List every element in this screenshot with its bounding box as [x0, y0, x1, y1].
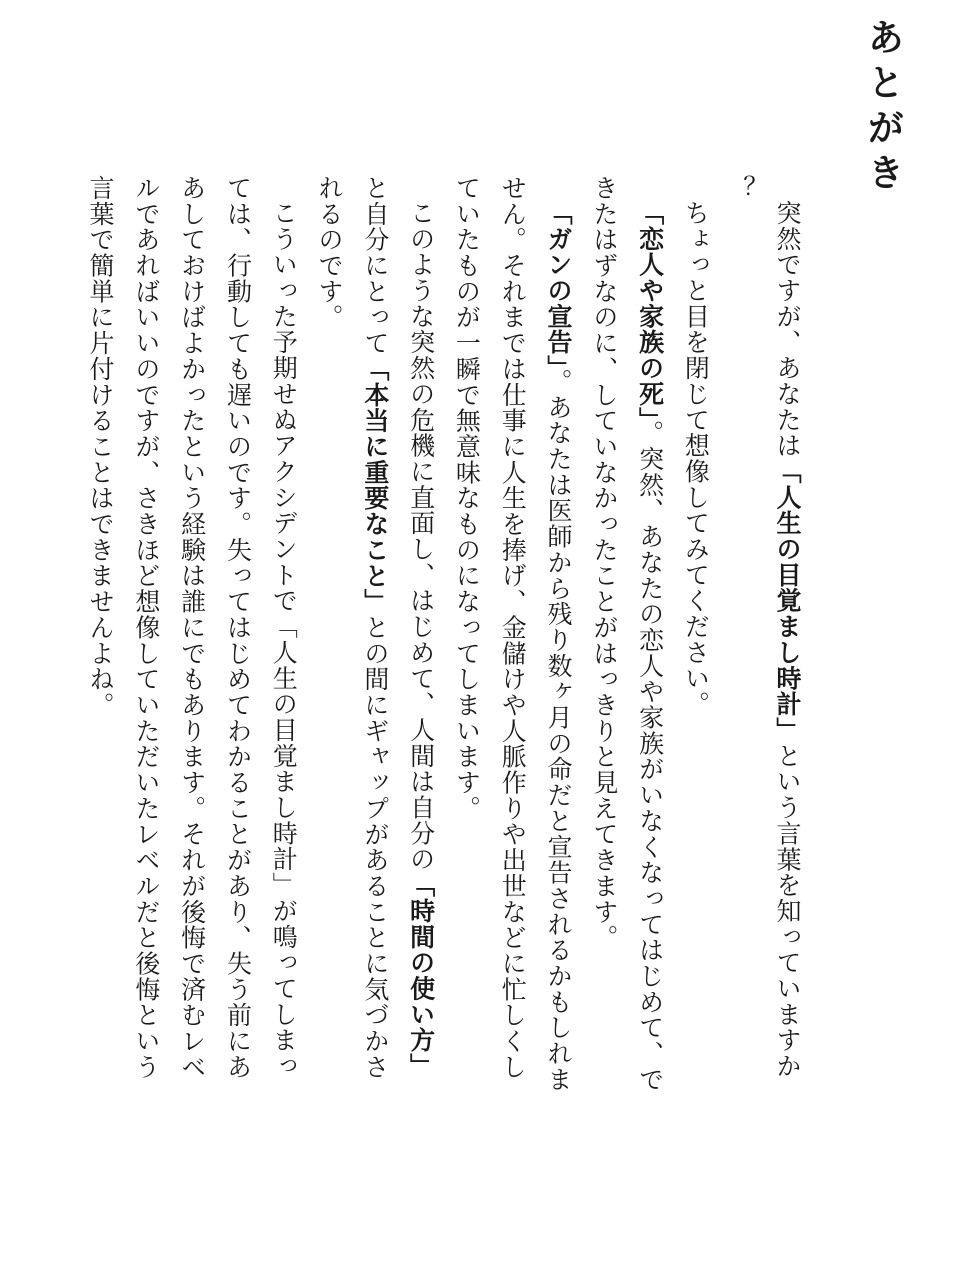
- paragraph: [718, 175, 810, 1100]
- emphasized-phrase: 「ガンの宣告」: [544, 200, 574, 369]
- paragraph: [673, 175, 719, 1100]
- text-run: このような突然の危機に直面し、はじめて、人間は自分の: [406, 200, 436, 873]
- text-run: と自分にとって: [360, 175, 390, 356]
- text-run: という言葉を知っていますか？: [727, 175, 802, 1079]
- paragraph: [77, 175, 306, 1100]
- paragraph: [444, 175, 581, 1100]
- text-run: ちょっと目を閉じて想像してみてください。: [681, 200, 711, 717]
- paragraph: [306, 175, 443, 1100]
- emphasized-phrase: 「恋人や家族の死」: [635, 200, 665, 421]
- paragraph: [581, 175, 673, 1100]
- text-run: 突然ですが、あなたは: [773, 200, 802, 459]
- emphasized-phrase: 「本当に重要なこと」: [360, 355, 390, 615]
- text-run: との間にギャップがあることに気づかされるのです。: [315, 175, 390, 1080]
- text-run: 。あなたは医師から残り数ヶ月の命だと宣告されるかもしれません。それまでは仕事に人生を捧げ、金儲けや人脈作りや出世などに忙しくしていたものが一瞬で無意味なものになってしまいます。: [452, 175, 574, 1093]
- emphasized-phrase: 「人生の目覚まし時計」: [773, 458, 802, 743]
- emphasized-phrase: 「時間の使い方」: [406, 872, 436, 1079]
- body-text: [86, 175, 810, 1100]
- chapter-title: あとがき: [861, 18, 904, 198]
- text-run: 。突然、あなたの恋人や家族がいなくなってはじめて、できたはずなのに、していなかったことがはっきりと見えてきます。: [589, 175, 665, 1093]
- text-run: こういった予期せぬアクシデントで「人生の目覚まし時計」が鳴ってしまっては、行動しても遅いのです。失ってはじめてわかることがあり、失う前にああしておけばよかったという経験は誰にでもあります。それが後悔で済むレベルであればいいのですが、さきほど想像していただいたレベルだと後悔という言葉で簡単に片付けることはできませんよね。: [86, 175, 299, 1080]
